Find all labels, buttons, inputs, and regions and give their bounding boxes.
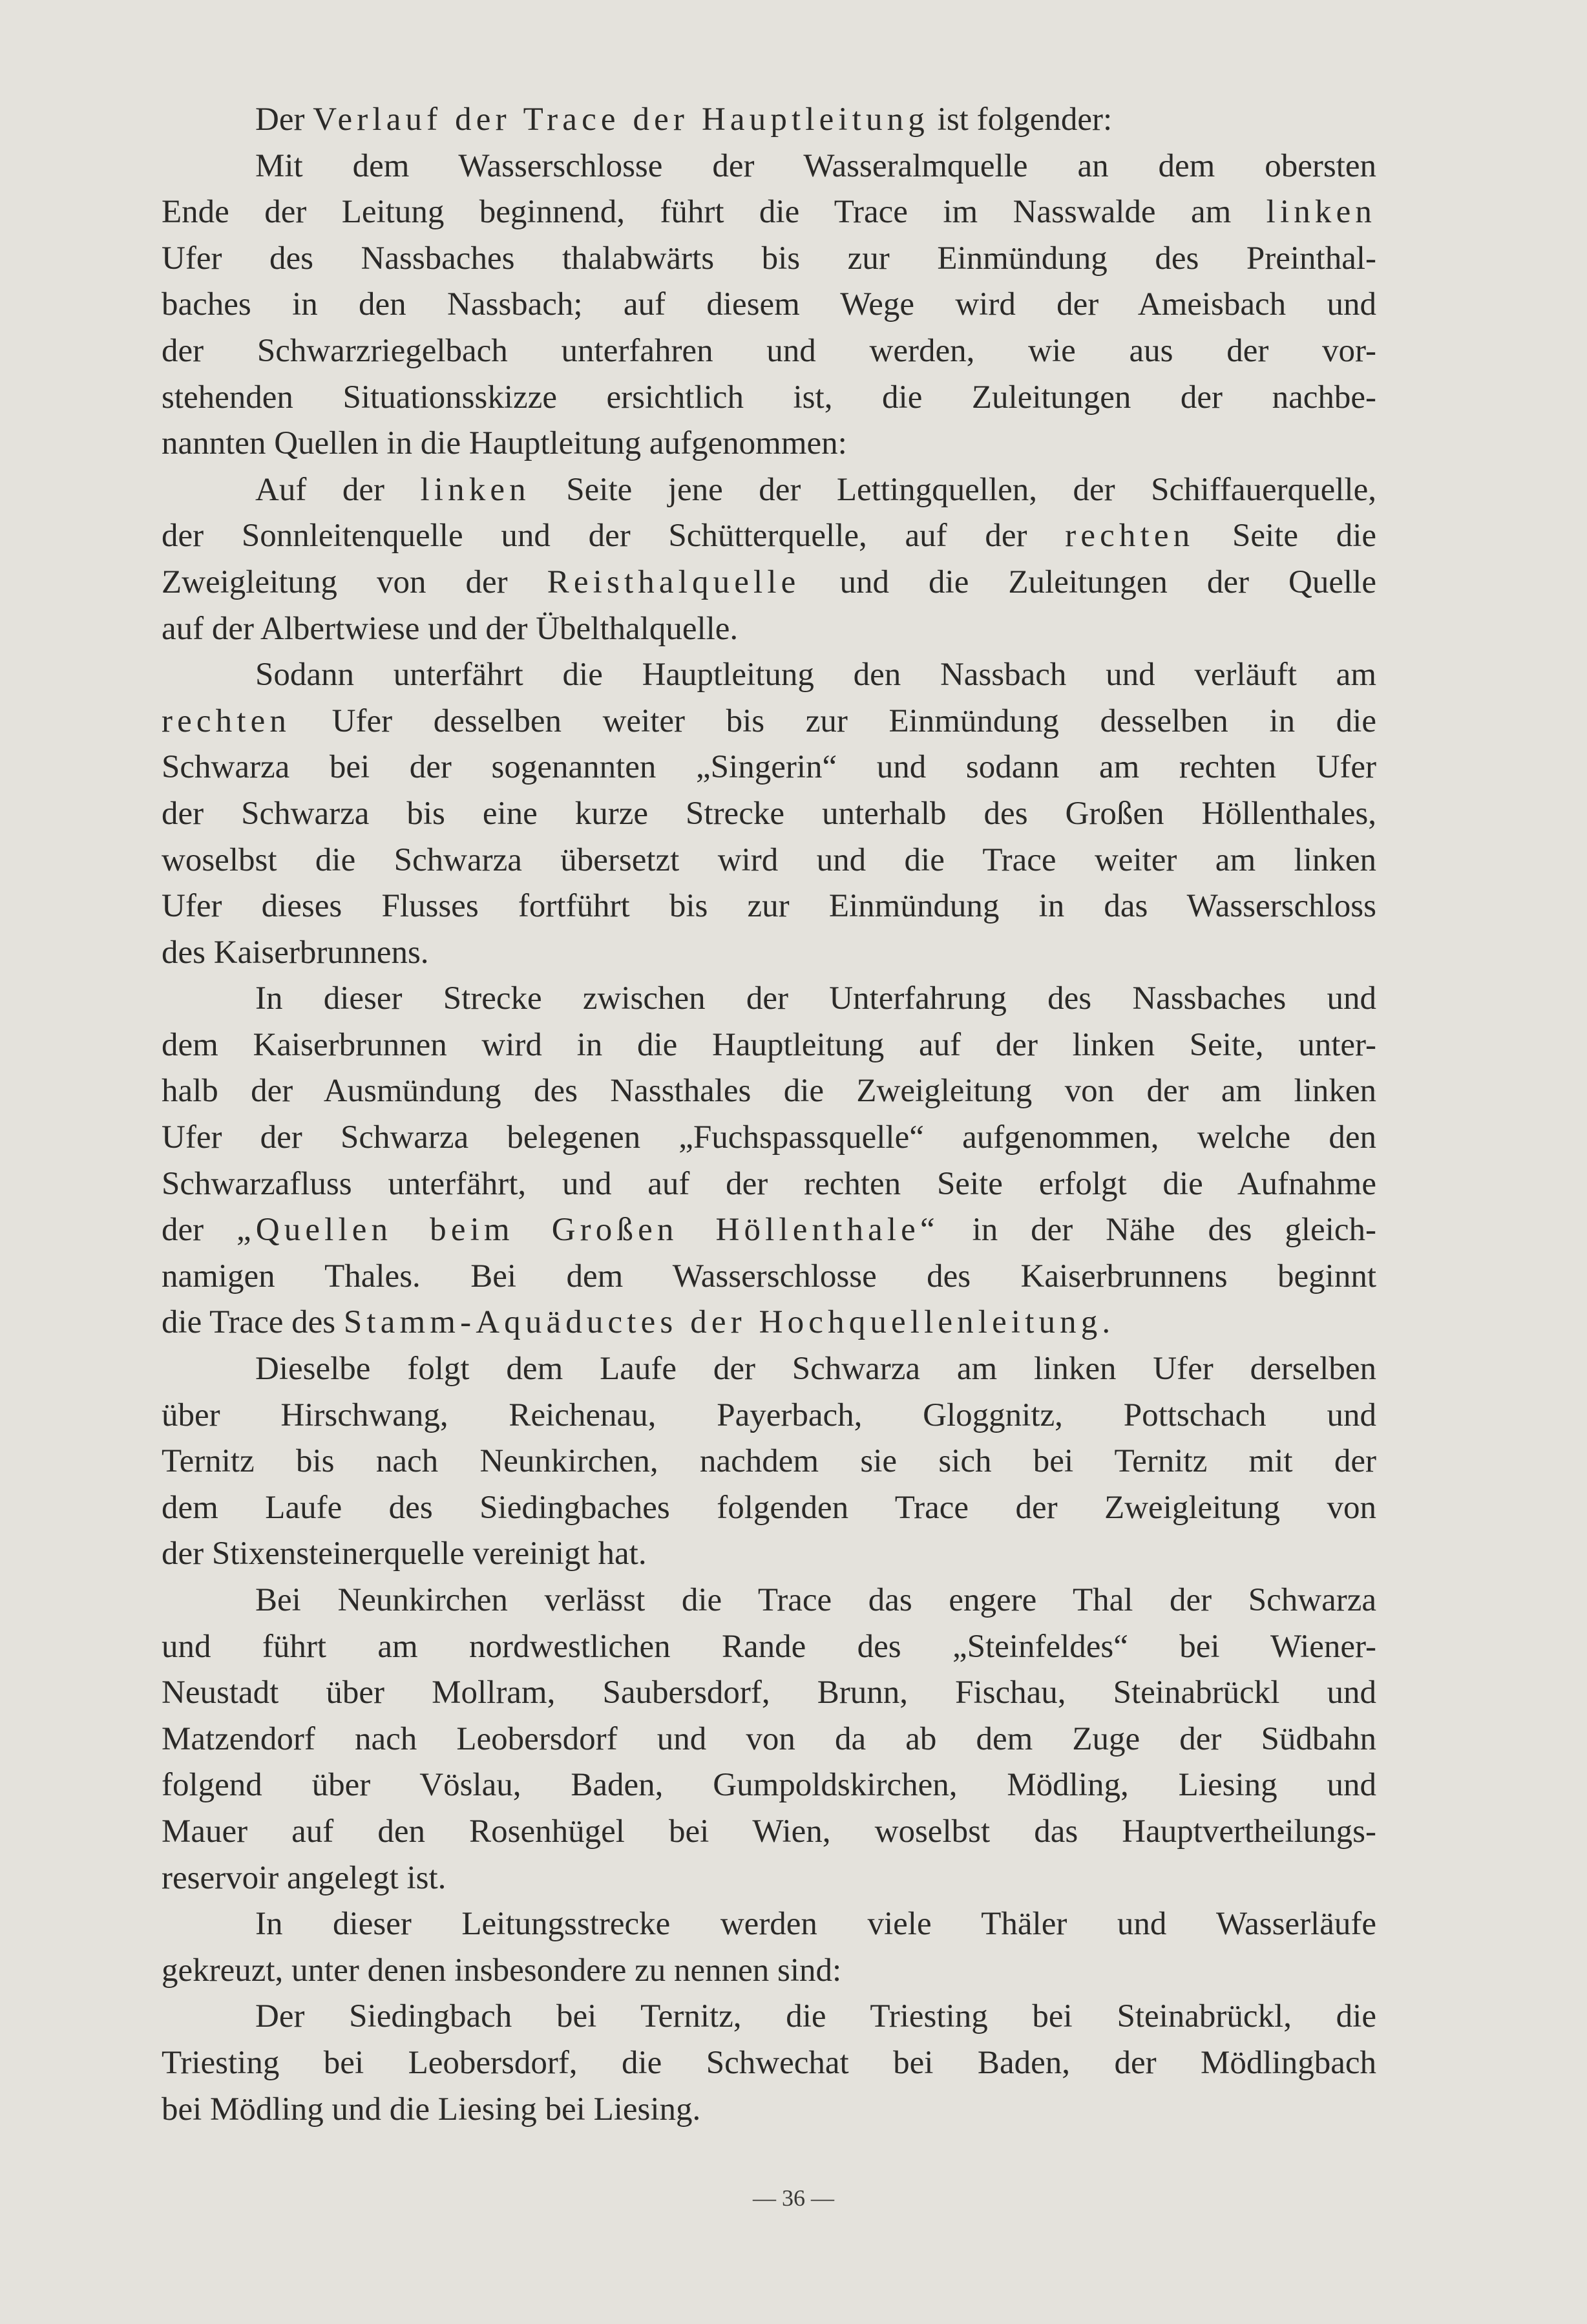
text-run: der Schwarza bis eine kurze Strecke unterhalb des Großen Höllenthales, [162,795,1376,832]
text-run: Ende der Leitung beginnend, führt die Trace im Nasswalde am [162,194,1266,231]
text-run: und führt am nordwestlichen Rande des „Steinfeldes“ bei Wiener- [162,1628,1376,1665]
text-line [162,1485,1376,1532]
text-line [162,1346,1376,1393]
text-run: dem Laufe des Siedingbaches folgenden Trace der Zweigleitung von [162,1489,1376,1526]
text-run: Ufer des Nassbaches thalabwärts bis zur Einmündung des Preinthal- [162,240,1376,277]
text-run: Seite die [1194,518,1376,555]
text-line [162,606,1376,653]
text-line [162,1439,1376,1485]
text-run: In dieser Leitungsstrecke werden viele Thäler und Wasserläufe [255,1906,1376,1943]
text-run: Ufer der Schwarza belegenen „Fuchspassquelle“ aufgenommen, welche den [162,1119,1376,1156]
text-run: Auf der [255,471,421,508]
text-run: reservoir angelegt ist. [162,1859,447,1896]
text-line [162,1254,1376,1300]
text-line [162,513,1376,560]
text-line [162,652,1376,699]
text-line [162,2040,1376,2087]
text-line [162,143,1376,190]
text-line [162,1300,1376,1346]
text-run: in der Nähe des gleich- [939,1212,1376,1249]
spaced-text: rechten [1065,518,1195,555]
text-run: Schwarza bei der sogenannten „Singerin“ und sodann am rechten Ufer [162,749,1376,786]
text-run: Ufer desselben weiter bis zur Einmündung desselben in die [291,702,1376,739]
paragraph [162,652,1376,976]
text-run: des Kaiserbrunnens. [162,934,429,971]
text-line [162,1809,1376,1855]
text-run: Der Siedingbach bei Ternitz, die Triesting bei Steinabrückl, die [255,1998,1376,2035]
page-body [162,97,1376,2133]
text-run: Mauer auf den Rosenhügel bei Wien, woselbst das Hauptvertheilungs- [162,1813,1376,1850]
paragraph [162,976,1376,1346]
paragraph [162,1578,1376,1901]
text-line [162,838,1376,884]
text-run: über Hirschwang, Reichenau, Payerbach, Gloggnitz, Pottschach und [162,1397,1376,1433]
text-line [162,883,1376,930]
text-run: Matzendorf nach Leobersdorf und von da ab dem Zuge der Südbahn [162,1720,1376,1757]
text-line [162,189,1376,236]
text-run: namigen Thales. Bei dem Wasserschlosse des Kaiserbrunnens beginnt [162,1258,1376,1294]
paragraph [162,1994,1376,2133]
text-run: stehenden Situationsskizze ersichtlich ist, die Zuleitungen der nachbe- [162,379,1376,416]
text-line [162,1161,1376,1208]
text-run: gekreuzt, unter denen insbesondere zu nennen sind: [162,1952,842,1989]
text-run: Der [255,101,313,138]
paragraph [162,467,1376,652]
text-run: Ternitz bis nach Neunkirchen, nachdem sie sich bei Ternitz mit der [162,1443,1376,1480]
text-run: Zweigleitung von der [162,564,547,600]
text-run: Neustadt über Mollram, Saubersdorf, Brunn, Fischau, Steinabrückl und [162,1674,1376,1711]
text-run: Mit dem Wasserschlosse der Wasseralmquelle an dem obersten [255,147,1376,184]
text-line [162,236,1376,282]
text-run: Bei Neunkirchen verlässt die Trace das engere Thal der Schwarza [255,1582,1376,1618]
text-line [162,1901,1376,1948]
text-line [162,930,1376,977]
text-run: halb der Ausmündung des Nassthales die Zweigleitung von der am linken [162,1073,1376,1110]
text-line [162,421,1376,467]
text-run: nannten Quellen in die Hauptleitung aufgenommen: [162,425,847,462]
spaced-text: linken [420,471,531,508]
text-run: In dieser Strecke zwischen der Unterfahrung des Nassbaches und [255,980,1376,1017]
text-line [162,1994,1376,2040]
text-line [162,1393,1376,1439]
text-line [162,745,1376,791]
text-line [162,467,1376,514]
paragraph [162,1901,1376,1994]
text-run: Dieselbe folgt dem Laufe der Schwarza am linken Ufer derselben [255,1351,1376,1388]
text-run: woselbst die Schwarza übersetzt wird und die Trace weiter am linken [162,841,1376,878]
text-line [162,375,1376,421]
text-run: baches in den Nassbach; auf diesem Wege wird der Ameisbach und [162,286,1376,323]
spaced-text: Stamm-Aquäductes der Hochquellenleitung. [343,1304,1115,1341]
text-run: der Sonnleitenquelle und der Schütterquelle, auf der [162,518,1066,555]
text-line [162,1670,1376,1717]
text-run: und die Zuleitungen der Quelle [800,564,1376,600]
text-run: Seite jene der Lettingquellen, der Schiffauerquelle, [530,471,1376,508]
text-line [162,2087,1376,2133]
text-line [162,1022,1376,1069]
text-run: der Schwarzriegelbach unterfahren und werden, wie aus der vor- [162,332,1376,369]
text-line [162,1115,1376,1161]
paragraph [162,143,1376,467]
text-line [162,1531,1376,1578]
spaced-text: linken [1266,194,1376,231]
text-run: die Trace des [162,1304,344,1341]
text-run: Sodann unterfährt die Hauptleitung den Nassbach und verläuft am [255,657,1376,693]
spaced-text: rechten [162,702,291,739]
text-line [162,791,1376,838]
text-run: der [162,1212,236,1249]
text-run: der Stixensteinerquelle vereinigt hat. [162,1536,647,1572]
text-run: dem Kaiserbrunnen wird in die Hauptleitung auf der linken Seite, unter- [162,1026,1376,1063]
text-line [162,1578,1376,1624]
text-run: Triesting bei Leobersdorf, die Schwechat bei Baden, der Mödlingbach [162,2044,1376,2081]
text-run: Ufer dieses Flusses fortführt bis zur Einmündung in das Wasserschloss [162,888,1376,925]
page-number: — 36 — [753,2185,834,2211]
text-line [162,1717,1376,1763]
paragraph [162,97,1376,143]
text-line [162,1207,1376,1254]
text-run: folgend über Vöslau, Baden, Gumpoldskirchen, Mödling, Liesing und [162,1767,1376,1804]
text-line [162,976,1376,1022]
spaced-text: „Quellen beim Großen Höllenthale“ [236,1212,940,1249]
text-line [162,282,1376,328]
spaced-text: Verlauf der Trace der Hauptleitung [313,101,929,138]
text-run: Schwarzafluss unterfährt, und auf der rechten Seite erfolgt die Aufnahme [162,1165,1376,1202]
text-line [162,1762,1376,1809]
text-line [162,1068,1376,1115]
text-line [162,97,1376,143]
text-line [162,699,1376,745]
text-line [162,328,1376,375]
spaced-text: Reisthalquelle [547,564,801,600]
text-run: ist folgender: [929,101,1113,138]
text-run: bei Mödling und die Liesing bei Liesing. [162,2091,701,2128]
text-line [162,1855,1376,1902]
text-run: auf der Albertwiese und der Übelthalquelle. [162,610,739,647]
text-line [162,560,1376,606]
text-line [162,1624,1376,1671]
paragraph [162,1346,1376,1578]
text-line [162,1948,1376,1994]
